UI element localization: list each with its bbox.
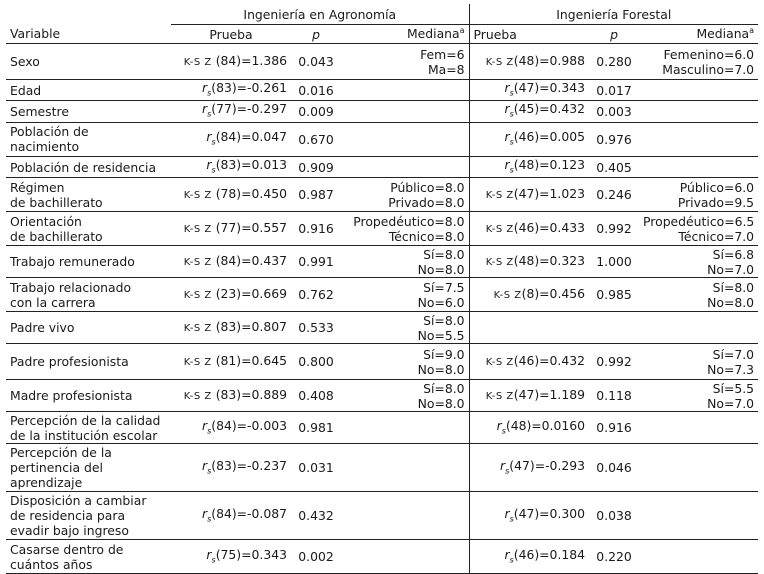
forestal-test-cell xyxy=(469,312,589,344)
forestal-test-cell: K-S Z(48)=0.323 xyxy=(469,246,589,278)
variable-cell: Percepción de la calidad de la institución escolar xyxy=(6,412,171,444)
forestal-test-cell: K-S Z(46)=0.433 xyxy=(469,212,589,246)
agronomia-median-cell: Sí=8.0 No=5.5 xyxy=(341,312,469,344)
table-body xyxy=(6,44,758,574)
column-header-prueba-forestal: Prueba xyxy=(473,26,517,42)
forestal-test-cell: K-S Z(46)=0.432 xyxy=(469,344,589,380)
table-row xyxy=(6,492,758,540)
agronomia-p-cell: 0.991 xyxy=(291,246,341,278)
statistics-table xyxy=(6,4,758,574)
forestal-median-cell xyxy=(639,492,758,540)
agronomia-median-cell: Propedéutico=8.0 Técnico=8.0 xyxy=(341,212,469,246)
agronomia-p-cell: 0.432 xyxy=(291,492,341,540)
forestal-p-cell: 0.916 xyxy=(589,412,639,444)
table-row xyxy=(6,246,758,278)
forestal-median-cell xyxy=(639,156,758,177)
mediana-label: Mediana xyxy=(406,26,460,42)
agronomia-median-cell xyxy=(341,492,469,540)
forestal-test-cell: $r_s(48)=0.0160$ xyxy=(469,412,589,444)
table-row xyxy=(6,412,758,444)
agronomia-p-cell: 0.670 xyxy=(291,122,341,156)
agronomia-median-cell xyxy=(341,444,469,492)
forestal-p-cell: 0.118 xyxy=(589,380,639,412)
forestal-median-cell xyxy=(639,101,758,122)
agronomia-test-cell: $r_s(83)=-0.261$ xyxy=(171,80,291,101)
forestal-p-cell: 0.976 xyxy=(589,122,639,156)
table-row xyxy=(6,344,758,380)
table-row xyxy=(6,540,758,574)
forestal-median-cell xyxy=(639,540,758,574)
forestal-median-cell xyxy=(639,412,758,444)
forestal-p-cell: 0.992 xyxy=(589,212,639,246)
variable-cell: Padre profesionista xyxy=(6,344,171,380)
variable-cell: Sexo xyxy=(6,44,171,80)
agronomia-p-cell: 0.408 xyxy=(291,380,341,412)
blank-group-cell xyxy=(6,4,171,25)
forestal-p-cell: 0.220 xyxy=(589,540,639,574)
variable-cell: Semestre xyxy=(6,101,171,122)
mediana-footnote-mark: a xyxy=(749,26,755,36)
variable-cell: Padre vivo xyxy=(6,312,171,344)
agronomia-p-cell: 0.987 xyxy=(291,178,341,212)
variable-cell: Casarse dentro de cuántos años xyxy=(6,540,171,574)
forestal-median-cell: Propedéutico=6.5 Técnico=7.0 xyxy=(639,212,758,246)
agronomia-p-cell: 0.031 xyxy=(291,444,341,492)
mediana-label: Mediana xyxy=(696,26,750,42)
agronomia-test-cell: K-S Z (23)=0.669 xyxy=(171,278,291,312)
forestal-p-cell: 1.000 xyxy=(589,246,639,278)
variable-cell: Población de residencia xyxy=(6,156,171,177)
column-header-mediana-agronomia xyxy=(341,25,469,44)
forestal-p-cell xyxy=(589,312,639,344)
agronomia-median-cell xyxy=(341,412,469,444)
agronomia-median-cell xyxy=(341,101,469,122)
agronomia-test-cell: K-S Z (83)=0.807 xyxy=(171,312,291,344)
forestal-test-cell: $r_s(47)=0.343$ xyxy=(469,80,589,101)
forestal-p-cell: 0.017 xyxy=(589,80,639,101)
forestal-p-cell: 0.280 xyxy=(589,44,639,80)
column-header-variable: Variable xyxy=(10,26,61,42)
forestal-test-cell: K-S Z(8)=0.456 xyxy=(469,278,589,312)
column-header-prueba-agronomia: Prueba xyxy=(209,26,253,42)
forestal-median-cell: Público=6.0 Privado=9.5 xyxy=(639,178,758,212)
table-row xyxy=(6,278,758,312)
forestal-median-cell xyxy=(639,122,758,156)
forestal-test-cell: $r_s(48)=0.123$ xyxy=(469,156,589,177)
agronomia-median-cell: Sí=7.5 No=6.0 xyxy=(341,278,469,312)
variable-cell: Orientación de bachillerato xyxy=(6,212,171,246)
table-row xyxy=(6,101,758,122)
agronomia-p-cell: 0.762 xyxy=(291,278,341,312)
table-row xyxy=(6,380,758,412)
agronomia-test-cell: $r_s(84)=-0.087$ xyxy=(171,492,291,540)
forestal-median-cell xyxy=(639,312,758,344)
agronomia-median-cell xyxy=(341,80,469,101)
variable-cell: Edad xyxy=(6,80,171,101)
agronomia-p-cell: 0.002 xyxy=(291,540,341,574)
table-row xyxy=(6,122,758,156)
forestal-p-cell: 0.246 xyxy=(589,178,639,212)
variable-cell: Población de nacimiento xyxy=(6,122,171,156)
agronomia-test-cell: K-S Z (78)=0.450 xyxy=(171,178,291,212)
forestal-p-cell: 0.003 xyxy=(589,101,639,122)
forestal-median-cell: Sí=7.0 No=7.3 xyxy=(639,344,758,380)
agronomia-median-cell xyxy=(341,122,469,156)
table-row xyxy=(6,312,758,344)
variable-cell: Régimen de bachillerato xyxy=(6,178,171,212)
agronomia-test-cell: $r_s(83)=0.013$ xyxy=(171,156,291,177)
group-header-agronomia: Ingeniería en Agronomía xyxy=(171,4,469,25)
agronomia-test-cell: $r_s(84)=0.047$ xyxy=(171,122,291,156)
column-header-p-agronomia: p xyxy=(312,26,320,42)
forestal-median-cell: Sí=6.8 No=7.0 xyxy=(639,246,758,278)
column-header-mediana-forestal xyxy=(639,25,758,44)
variable-cell: Madre profesionista xyxy=(6,380,171,412)
forestal-p-cell: 0.038 xyxy=(589,492,639,540)
forestal-test-cell: K-S Z(47)=1.189 xyxy=(469,380,589,412)
variable-cell: Trabajo relacionado con la carrera xyxy=(6,278,171,312)
forestal-median-cell: Femenino=6.0 Masculino=7.0 xyxy=(639,44,758,80)
group-header-forestal: Ingeniería Forestal xyxy=(469,4,758,25)
forestal-median-cell xyxy=(639,444,758,492)
table-row xyxy=(6,178,758,212)
agronomia-p-cell: 0.533 xyxy=(291,312,341,344)
mediana-footnote-mark: a xyxy=(459,26,465,36)
agronomia-median-cell: Sí=9.0 No=8.0 xyxy=(341,344,469,380)
forestal-test-cell: $r_s(46)=0.184$ xyxy=(469,540,589,574)
agronomia-median-cell: Fem=6 Ma=8 xyxy=(341,44,469,80)
forestal-test-cell: $r_s(47)=0.300$ xyxy=(469,492,589,540)
agronomia-test-cell: K-S Z (77)=0.557 xyxy=(171,212,291,246)
table-row xyxy=(6,444,758,492)
agronomia-p-cell: 0.016 xyxy=(291,80,341,101)
agronomia-p-cell: 0.909 xyxy=(291,156,341,177)
forestal-median-cell: Sí=8.0 No=8.0 xyxy=(639,278,758,312)
forestal-median-cell xyxy=(639,80,758,101)
agronomia-test-cell: $r_s(83)=-0.237$ xyxy=(171,444,291,492)
forestal-p-cell: 0.046 xyxy=(589,444,639,492)
agronomia-test-cell: K-S Z (84)=1.386 xyxy=(171,44,291,80)
forestal-median-cell: Sí=5.5 No=7.0 xyxy=(639,380,758,412)
agronomia-test-cell: K-S Z (83)=0.889 xyxy=(171,380,291,412)
table-row xyxy=(6,212,758,246)
table-row xyxy=(6,44,758,80)
variable-cell: Disposición a cambiar de residencia para evadir bajo ingreso xyxy=(6,492,171,540)
forestal-p-cell: 0.992 xyxy=(589,344,639,380)
agronomia-test-cell: $r_s(75)=0.343$ xyxy=(171,540,291,574)
forestal-test-cell: $r_s(47)=-0.293$ xyxy=(469,444,589,492)
agronomia-test-cell: $r_s(84)=-0.003$ xyxy=(171,412,291,444)
agronomia-median-cell: Sí=8.0 No=8.0 xyxy=(341,246,469,278)
forestal-test-cell: $r_s(46)=0.005$ xyxy=(469,122,589,156)
variable-cell: Percepción de la pertinencia del aprendizaje xyxy=(6,444,171,492)
forestal-p-cell: 0.405 xyxy=(589,156,639,177)
agronomia-median-cell: Público=8.0 Privado=8.0 xyxy=(341,178,469,212)
agronomia-p-cell: 0.916 xyxy=(291,212,341,246)
agronomia-median-cell xyxy=(341,156,469,177)
agronomia-median-cell xyxy=(341,540,469,574)
forestal-p-cell: 0.985 xyxy=(589,278,639,312)
table-row xyxy=(6,156,758,177)
forestal-test-cell: K-S Z(47)=1.023 xyxy=(469,178,589,212)
variable-cell: Trabajo remunerado xyxy=(6,246,171,278)
column-header-p-forestal: p xyxy=(610,26,618,42)
agronomia-median-cell: Sí=8.0 No=8.0 xyxy=(341,380,469,412)
agronomia-p-cell: 0.800 xyxy=(291,344,341,380)
agronomia-test-cell: K-S Z (84)=0.437 xyxy=(171,246,291,278)
table-row xyxy=(6,80,758,101)
agronomia-p-cell: 0.009 xyxy=(291,101,341,122)
forestal-test-cell: K-S Z(48)=0.988 xyxy=(469,44,589,80)
forestal-test-cell: $r_s(45)=0.432$ xyxy=(469,101,589,122)
agronomia-p-cell: 0.043 xyxy=(291,44,341,80)
agronomia-test-cell: $r_s(77)=-0.297$ xyxy=(171,101,291,122)
agronomia-test-cell: K-S Z (81)=0.645 xyxy=(171,344,291,380)
agronomia-p-cell: 0.981 xyxy=(291,412,341,444)
